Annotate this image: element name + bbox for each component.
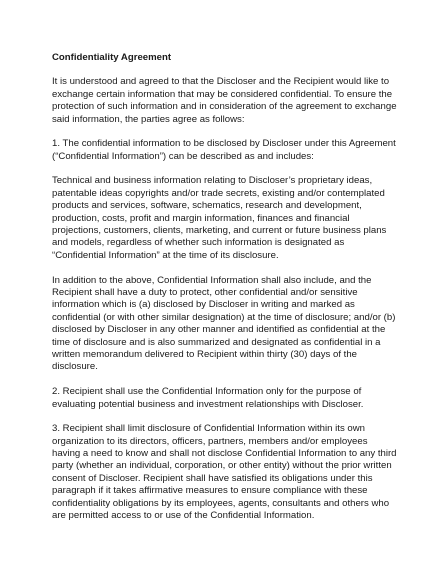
clause-3-paragraph: 3. Recipient shall limit disclosure of Confidential Information within its own organization to its directors, officers, partners, members and/or employees having a need to know and shall not disclose Confidential Information to any third party (whether an individual, corporation, or other entity) without the prior written consent of Discloser. Recipient shall have satisfied its obligations under this paragraph if it takes affirmative measures to ensure compliance with these confidentiality obligations by its employees, agents, consultants and others who are permitted access to or use of the Confidential Information.: [52, 423, 397, 522]
clause-2-paragraph: 2. Recipient shall use the Confidential Information only for the purpose of evaluating potential business and investment relationships with Discloser.: [52, 386, 364, 410]
clause-1-paragraph: 1. The confidential information to be disclosed by Discloser under this Agreement (“Confidential Information”) can be described as and includes:: [52, 138, 396, 162]
technical-info-paragraph: Technical and business information relating to Discloser’s proprietary ideas, patentable ideas copyrights and/or trade secrets, existing and/or contemplated products and services, software, schematics, research and development, production, costs, profit and margin information, finances and financial projections, customers, clients, marketing, and current or future business plans and models, regardless of whether such information is designated as “Confidential Information” at the time of its disclosure.: [52, 175, 387, 261]
document-title: Confidentiality Agreement: [52, 52, 172, 63]
intro-paragraph: It is understood and agreed to that the Discloser and the Recipient would like to exchange certain information that may be considered confidential. To ensure the protection of such information and in consideration of the agreement to exchange said information, the parties agree as follows:: [52, 76, 397, 125]
document-body: [52, 52, 397, 522]
additional-info-paragraph: In addition to the above, Confidential Information shall also include, and the Recipient shall have a duty to protect, other confidential and/or sensitive information which is (a) disclosed by Discloser in writing and marked as confidential (or with other similar designation) at the time of disclosure; and/or (b) disclosed by Discloser in any other manner and identified as confidential at the time of disclosure and is also summarized and designated as confidential in a written memorandum delivered to Recipient within thirty (30) days of the disclosure.: [52, 274, 396, 373]
